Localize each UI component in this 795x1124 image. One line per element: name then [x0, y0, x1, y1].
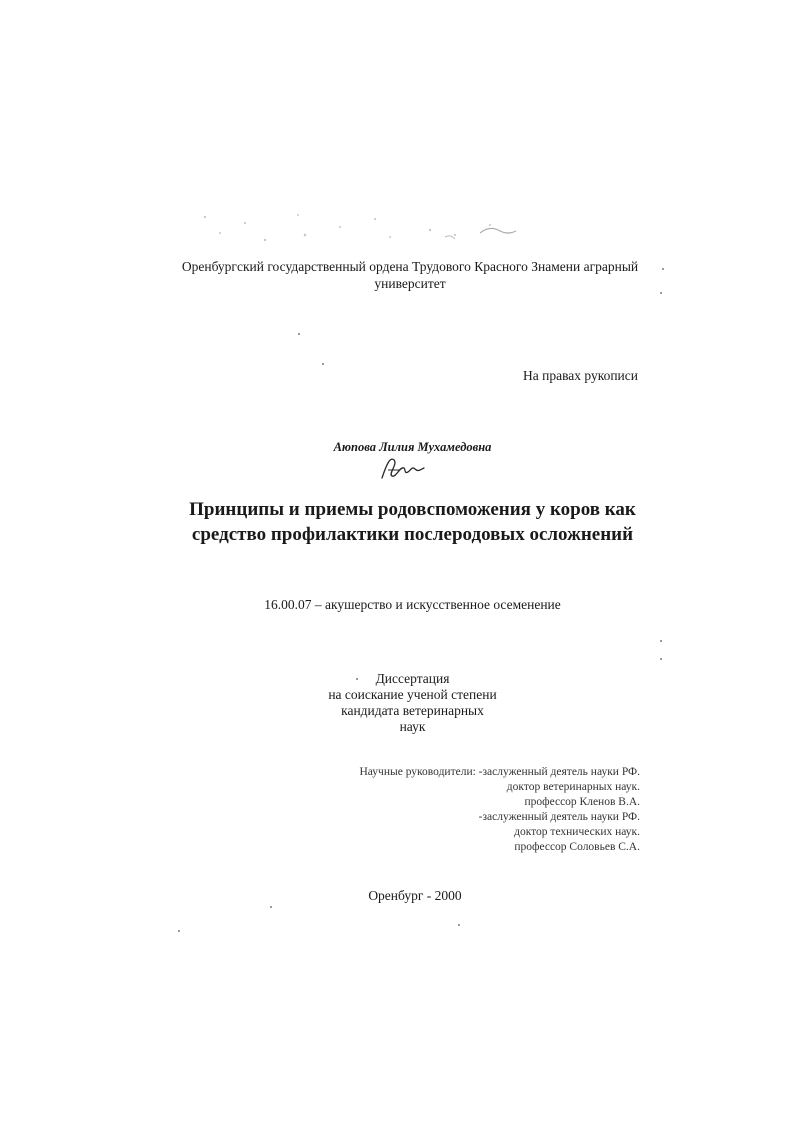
supervisor-line-3: профессор Кленов В.А. [524, 796, 640, 808]
supervisor-line-4: -заслуженный деятель науки РФ. [478, 811, 640, 823]
degree-line-4: наук [399, 719, 426, 734]
supervisors-block [359, 765, 640, 855]
university-name [150, 258, 670, 292]
scan-speck [298, 333, 300, 335]
scan-speck [356, 678, 358, 680]
scan-speck [178, 930, 180, 932]
scan-speck [660, 640, 662, 642]
city-and-year: Оренбург - 2000 [368, 888, 462, 903]
title-line-2: средство профилактики послеродовых осложнений [191, 524, 634, 545]
degree-line-1: Диссертация [375, 671, 450, 686]
scan-speck [660, 292, 662, 294]
specialty-code: 16.00.07 – акушерство и искусственное осеменение [264, 597, 561, 612]
supervisor-line-2: доктор ветеринарных наук. [506, 781, 640, 793]
manuscript-note: На правах рукописи [522, 368, 638, 383]
degree-line-2: на соискание ученой степени [328, 687, 497, 702]
author-signature [378, 452, 428, 482]
author-name: Аюпова Лилия Мухамедовна [333, 440, 492, 454]
degree-line-3: кандидата ветеринарных [341, 703, 484, 718]
university-line-1: Оренбургский государственный ордена Трудового Красного Знамени аграрный [181, 259, 639, 274]
scan-speck [458, 924, 460, 926]
scan-speck [660, 658, 662, 660]
degree-statement [235, 671, 590, 735]
supervisor-line-6: профессор Соловьев С.А. [514, 841, 640, 853]
faded-stamp-marks [190, 205, 530, 250]
scan-speck [662, 268, 664, 270]
university-line-2: университет [374, 276, 446, 291]
scan-speck [322, 363, 324, 365]
dissertation-title [140, 497, 685, 547]
title-line-1: Принципы и приемы родовспоможения у коров как [189, 499, 636, 520]
scan-speck [270, 906, 272, 908]
supervisor-line-5: доктор технических наук. [514, 826, 640, 838]
supervisor-line-1: Научные руководители: -заслуженный деятель науки РФ. [359, 766, 640, 778]
